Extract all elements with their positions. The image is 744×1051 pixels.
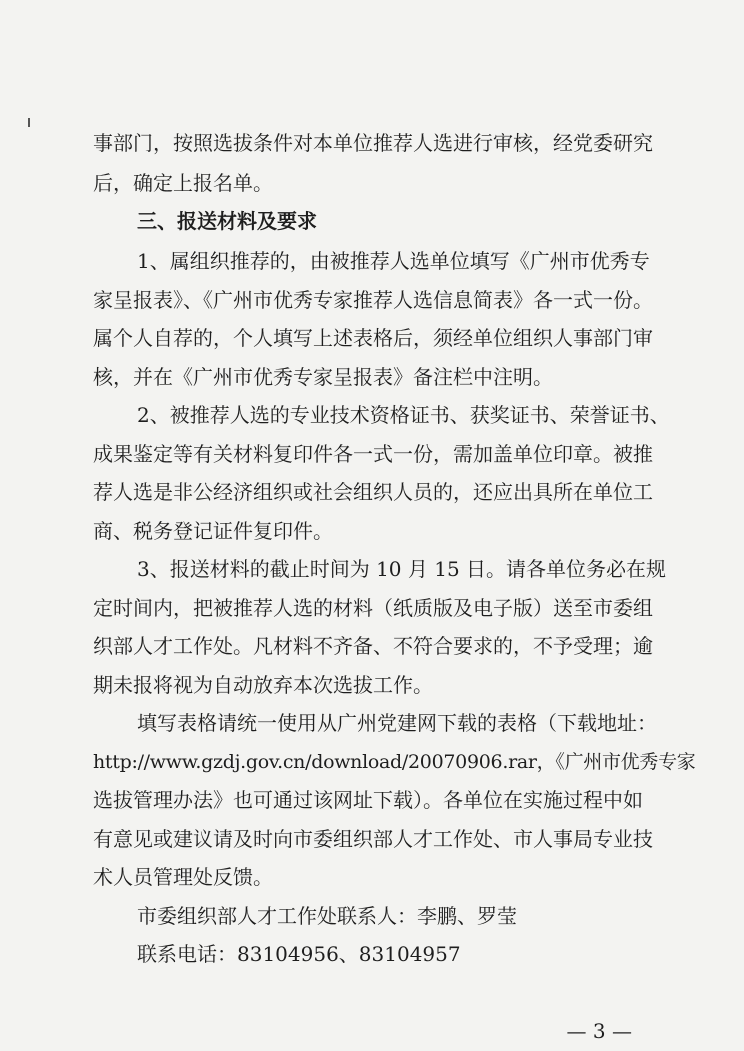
paragraph-line: 有意见或建议请及时向市委组织部人才工作处、市人事局专业技 — [93, 827, 653, 851]
section-heading: 三、报送材料及要求 — [137, 209, 317, 233]
paragraph-line: 术人员管理处反馈。 — [93, 865, 273, 889]
contact-line: 市委组织部人才工作处联系人：李鹏、罗莹 — [137, 904, 517, 928]
paragraph-line: 2、被推荐人选的专业技术资格证书、获奖证书、荣誉证书、 — [137, 403, 670, 427]
paragraph-line: 核，并在《广州市优秀专家呈报表》备注栏中注明。 — [93, 365, 553, 389]
paragraph-line: 定时间内，把被推荐人选的材料（纸质版及电子版）送至市委组 — [93, 596, 653, 620]
page-number: — 3 — — [566, 1019, 632, 1043]
paragraph-line: 3、报送材料的截止时间为 10 月 15 日。请各单位务必在规 — [137, 557, 667, 581]
paragraph-line: 事部门，按照选拔条件对本单位推荐人选进行审核，经党委研究 — [93, 131, 653, 155]
paragraph-line: 填写表格请统一使用从广州党建网下载的表格（下载地址： — [137, 711, 657, 735]
paragraph-line: 家呈报表》、《广州市优秀专家推荐人选信息简表》各一式一份。 — [93, 288, 653, 312]
paragraph-line: 商、税务登记证件复印件。 — [93, 519, 333, 543]
paragraph-line: 选拔管理办法》也可通过该网址下载）。各单位在实施过程中如 — [93, 788, 643, 812]
paragraph-line: 荐人选是非公经济组织或社会组织人员的，还应出具所在单位工 — [93, 480, 653, 504]
paragraph-line: 织部人才工作处。凡材料不齐备、不符合要求的，不予受理；逾 — [93, 634, 653, 658]
paragraph-line: 1、属组织推荐的，由被推荐人选单位填写《广州市优秀专 — [137, 249, 650, 273]
paragraph-line: 期未报将视为自动放弃本次选拔工作。 — [93, 673, 433, 697]
paragraph-line-url: http://www.gzdj.gov.cn/download/20070906.rar，《广州市优秀专家 — [93, 751, 696, 773]
paragraph-line: 属个人自荐的，个人填写上述表格后，须经单位组织人事部门审 — [93, 326, 653, 350]
paragraph-line: 成果鉴定等有关材料复印件各一式一份，需加盖单位印章。被推 — [93, 442, 653, 466]
paragraph-line: 后，确定上报名单。 — [93, 171, 273, 195]
scan-mark — [28, 118, 30, 127]
phone-line: 联系电话：83104956、83104957 — [137, 942, 461, 966]
